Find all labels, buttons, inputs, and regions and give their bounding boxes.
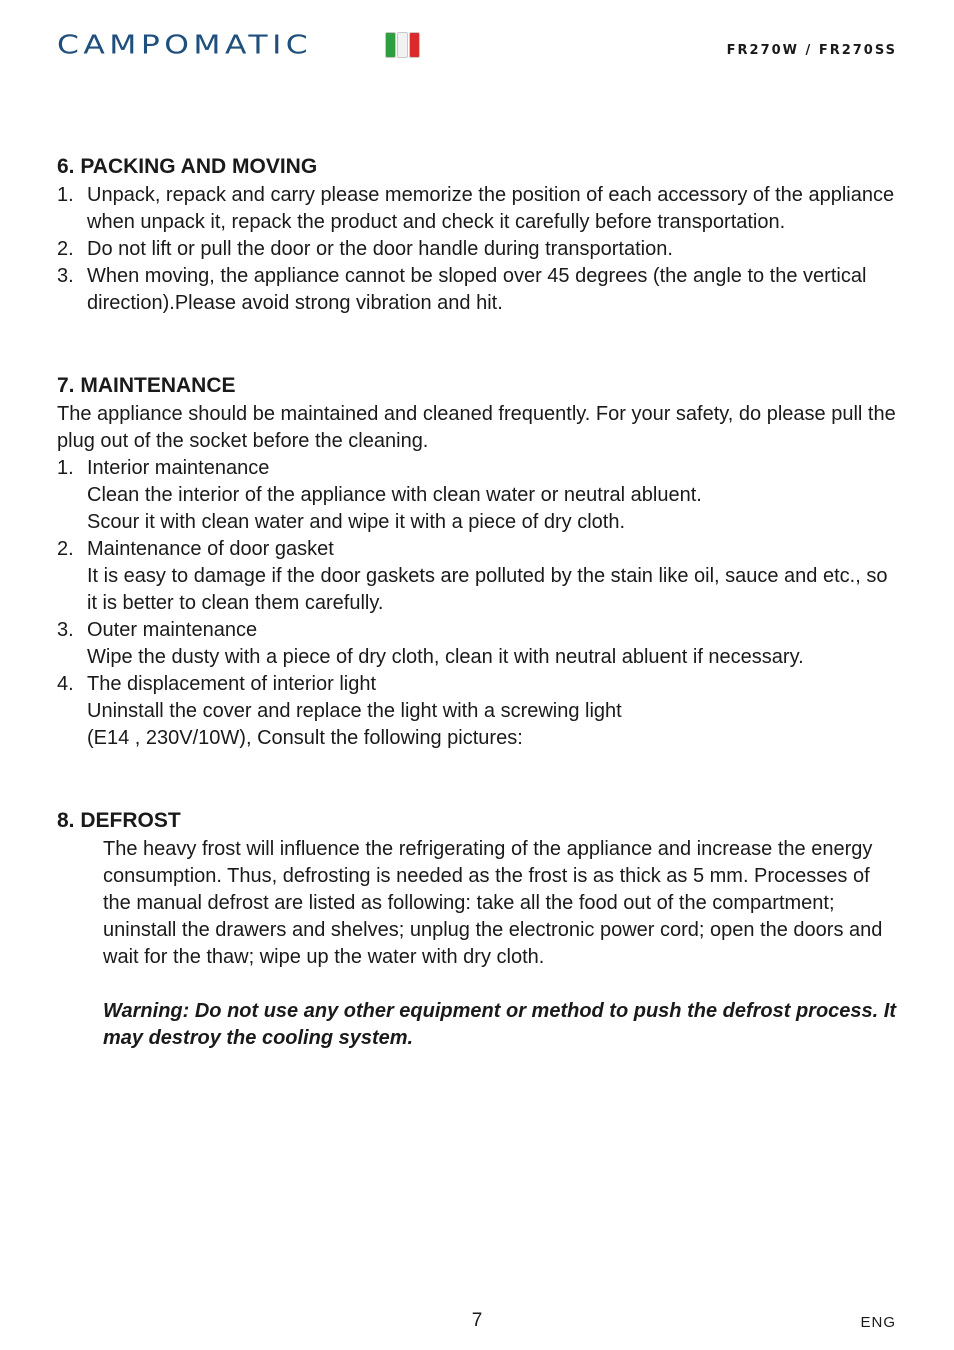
list-item [57,671,897,752]
document-body [57,152,897,1106]
item-number: 1. [57,457,74,479]
item-number: 4. [57,673,74,695]
language-label: ENG [860,1314,896,1331]
section-title: 6. PACKING AND MOVING [57,155,318,178]
item-line: Uninstall the cover and replace the light with a screwing light [87,700,622,722]
section-title: 7. MAINTENANCE [57,374,236,397]
intro-paragraph: The appliance should be maintained and cleaned frequently. For your safety, do please pull the plug out of the socket before the cleaning. [57,403,896,452]
page-number: 7 [471,1310,483,1331]
flag-stripe-red [409,32,420,58]
item-title: The displacement of interior light [87,673,377,695]
item-text: When moving, the appliance cannot be sloped over 45 degrees (the angle to the vertical direction).Please avoid strong vibration and hit. [87,265,867,314]
maintenance-list [57,455,897,752]
item-text: Do not lift or pull the door or the door handle during transportation. [87,238,673,260]
brand-logo [57,29,313,60]
item-line: Clean the interior of the appliance with clean water or neutral abluent. [87,484,702,506]
defrost-body [57,836,897,1052]
item-title: Outer maintenance [87,619,258,641]
section-title: 8. DEFROST [57,809,181,832]
list-item [57,182,897,236]
list-item [57,263,897,317]
item-number: 2. [57,238,74,260]
italian-flag-icon [385,32,420,58]
item-number: 3. [57,619,74,641]
list-item [57,455,897,536]
list-item [57,617,897,671]
item-title: Maintenance of door gasket [87,538,334,560]
list-item [57,236,897,263]
item-body [87,617,897,671]
item-number: 3. [57,265,74,287]
model-number: FR270W / FR270SS [726,43,897,58]
item-text: Unpack, repack and carry please memorize the position of each accessory of the appliance when unpack it, repack the product and check it carefully before transportation. [87,184,895,233]
item-number: 1. [57,184,74,206]
flag-stripe-white [397,32,408,58]
defrost-paragraph: The heavy frost will influence the refrigerating of the appliance and increase the energy consumption. Thus, defrosting is needed as the frost is as thick as 5 mm. Processes of the manual defrost are listed as following: take all the food out of the compartment; uninstall the drawers and shelves; unplug the electronic power cord; open the doors and wait for the thaw; wipe up the water with dry cloth. [103,838,883,968]
item-number: 2. [57,538,74,560]
item-body [87,671,897,752]
item-title: Interior maintenance [87,457,270,479]
item-line: Wipe the dusty with a piece of dry cloth, clean it with neutral abluent if necessary. [87,646,804,668]
packing-list [57,182,897,317]
section-defrost [57,806,897,1052]
list-item [57,536,897,617]
warning-text: Warning: Do not use any other equipment or method to push the defrost process. It may destroy the cooling system. [103,1000,897,1049]
item-body [87,536,897,617]
item-line: Scour it with clean water and wipe it with a piece of dry cloth. [87,511,626,533]
item-line: It is easy to damage if the door gaskets are polluted by the stain like oil, sauce and etc., so it is better to clean them carefully. [87,565,888,614]
item-body [87,455,897,536]
item-line: (E14 , 230V/10W), Consult the following pictures: [87,727,523,749]
flag-stripe-green [385,32,396,58]
section-packing [57,152,897,317]
brand-name: CAMPOMATIC [57,29,313,60]
section-maintenance [57,371,897,752]
